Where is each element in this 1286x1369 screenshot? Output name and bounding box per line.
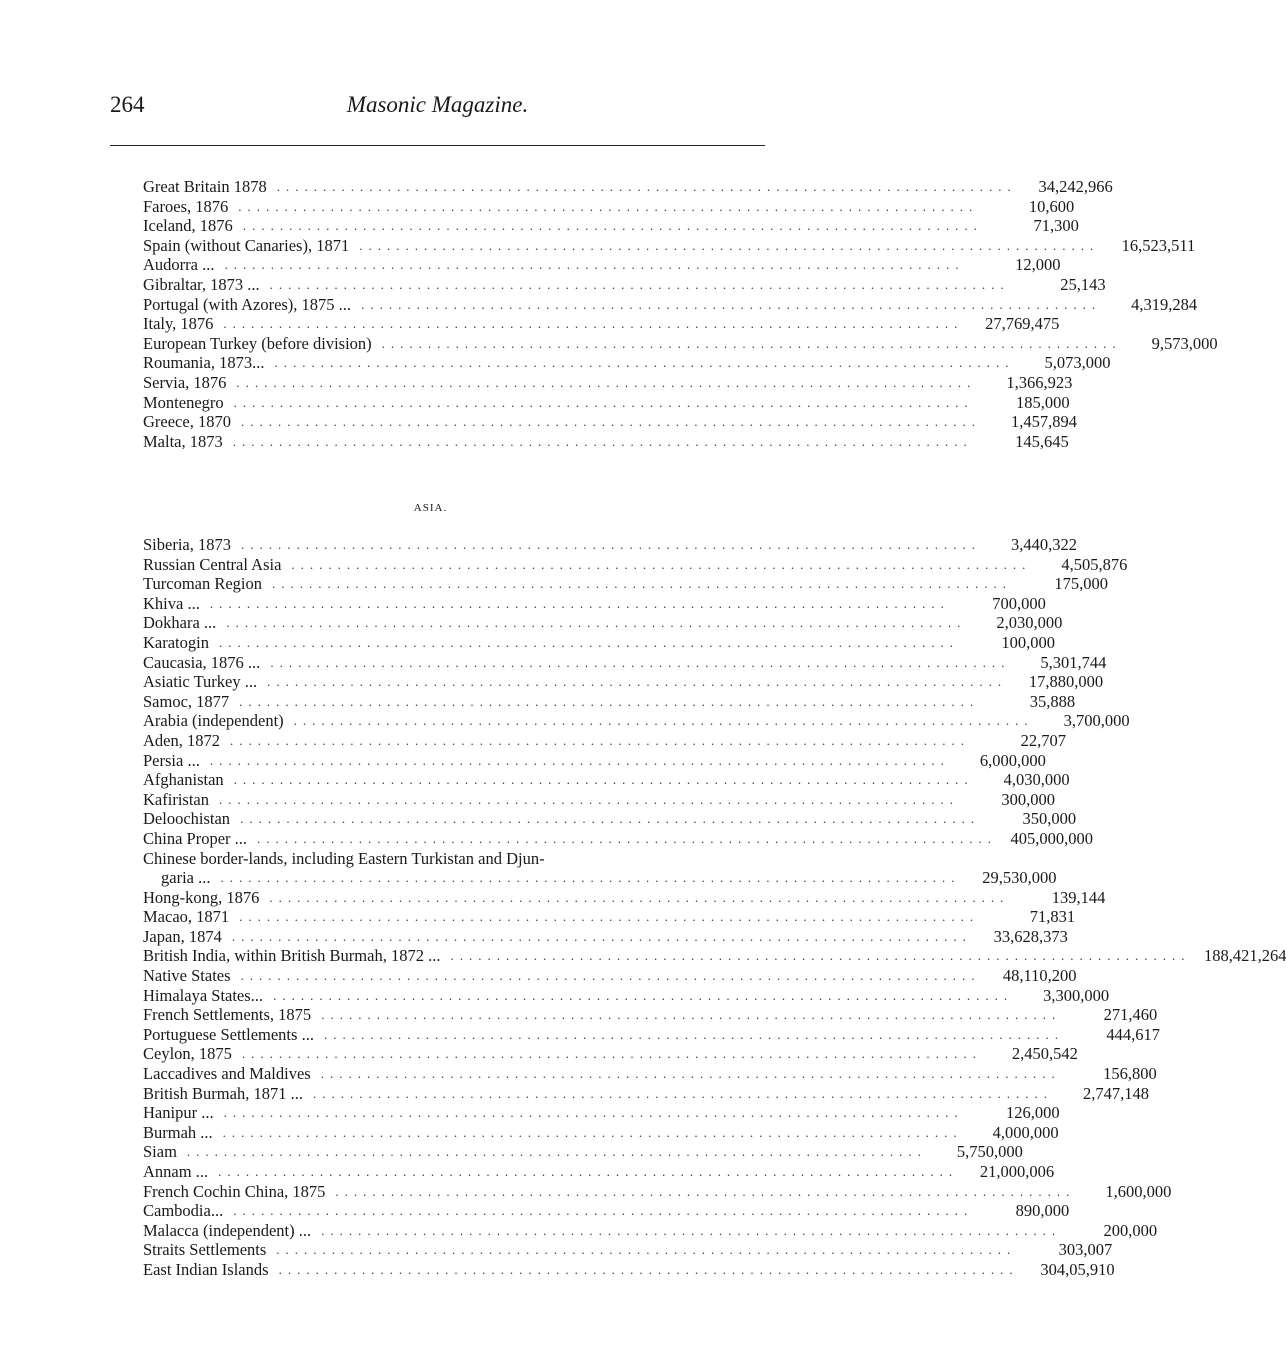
leader-dots: ................................................................................ — [381, 335, 1122, 351]
table-row — [143, 711, 1130, 731]
leader-dots: ................................................................................ — [223, 1105, 964, 1121]
table-row — [143, 412, 1077, 432]
region-name: Gibraltar, 1873 ... — [143, 274, 260, 294]
region-name: garia ... — [161, 868, 211, 888]
leader-dots: ................................................................................ — [209, 752, 950, 768]
region-name: Siberia, 1873 — [143, 535, 231, 554]
region-name: Macao, 1871 — [143, 907, 230, 927]
europe-population-list — [143, 177, 1218, 451]
table-row — [143, 789, 1055, 810]
table-row — [143, 593, 1046, 614]
region-name: Laccadives and Maldives — [143, 1064, 311, 1084]
population-value: 5,750,000 — [956, 1142, 1023, 1162]
region-name: Malta, 1873 — [143, 431, 223, 451]
table-row — [143, 632, 1055, 653]
leader-dots: ................................................................................ — [186, 1144, 927, 1160]
table-row — [143, 1142, 1023, 1162]
leader-dots: ................................................................................ — [272, 576, 1013, 592]
leader-dots: ................................................................................ — [220, 870, 961, 886]
population-value: 4,030,000 — [1003, 770, 1070, 790]
table-row — [143, 1024, 1160, 1045]
table-row — [143, 1005, 1158, 1025]
region-name: Samoc, 1877 — [143, 691, 230, 711]
leader-dots: ................................................................................ — [242, 218, 983, 234]
population-value: 1,600,000 — [1105, 1181, 1172, 1201]
table-row — [143, 431, 1069, 452]
population-value: 145,645 — [1015, 431, 1069, 451]
population-value: 5,301,744 — [1040, 652, 1107, 672]
table-row — [143, 392, 1070, 413]
region-name: Great Britain 1878 — [143, 177, 267, 196]
table-row — [143, 1083, 1149, 1104]
population-value: 21,000,006 — [979, 1162, 1055, 1181]
table-row — [143, 535, 1077, 555]
table-row — [143, 372, 1073, 393]
region-name: Chinese border-lands, including Eastern Turkistan and Djun- — [143, 848, 545, 868]
table-row — [143, 574, 1109, 594]
leader-dots: ................................................................................ — [223, 316, 964, 332]
region-name: Faroes, 1876 — [143, 196, 229, 216]
region-name: Portuguese Settlements ... — [143, 1024, 314, 1044]
leader-dots: ................................................................................ — [224, 257, 965, 273]
region-name: Asiatic Turkey ... — [143, 672, 258, 692]
leader-dots: ................................................................................ — [450, 948, 1191, 964]
region-name: Native States — [143, 966, 231, 986]
region-name: Burmah ... — [143, 1122, 213, 1142]
population-value: 5,073,000 — [1044, 353, 1111, 373]
leader-dots: ................................................................................ — [230, 732, 970, 748]
table-row — [143, 1201, 1070, 1221]
population-value: 35,888 — [1029, 691, 1076, 711]
region-name: Malacca (independent) ... — [143, 1220, 312, 1240]
leader-dots: ................................................................................ — [269, 889, 1010, 905]
region-name: Turcoman Region — [143, 574, 263, 594]
population-value: 71,300 — [1033, 216, 1079, 236]
population-value: 350,000 — [1022, 809, 1077, 829]
leader-dots: ................................................................................ — [293, 713, 1034, 729]
table-row — [143, 1162, 1055, 1182]
leader-dots: ................................................................................ — [269, 276, 1010, 292]
table-row — [143, 235, 1196, 256]
population-value: 1,366,923 — [1006, 372, 1073, 392]
population-value: 34,242,966 — [1038, 177, 1113, 196]
population-value: 303,007 — [1058, 1240, 1113, 1260]
header-rule — [110, 145, 765, 146]
leader-dots: ................................................................................ — [241, 1046, 982, 1062]
population-value: 25,143 — [1060, 274, 1106, 294]
region-name: Cambodia... — [143, 1201, 224, 1221]
table-row — [143, 1259, 1115, 1280]
table-row — [143, 255, 1061, 275]
region-name: Audorra ... — [143, 255, 215, 275]
population-value: 2,747,148 — [1082, 1083, 1149, 1103]
region-name: Russian Central Asia — [143, 554, 282, 574]
table-row — [143, 750, 1046, 771]
region-name: French Cochin China, 1875 — [143, 1181, 326, 1201]
table-row — [143, 849, 733, 869]
population-value: 890,000 — [1015, 1201, 1070, 1221]
leader-dots: ................................................................................ — [226, 615, 967, 631]
leader-dots: ................................................................................ — [321, 1007, 1062, 1023]
region-name: Siam — [143, 1142, 177, 1162]
region-name: French Settlements, 1875 — [143, 1005, 312, 1025]
region-name: Straits Settlements — [143, 1240, 267, 1260]
population-value: 444,617 — [1106, 1024, 1160, 1044]
population-value: 2,450,542 — [1011, 1044, 1078, 1064]
region-name: Persia ... — [143, 750, 200, 770]
region-name: Dokhara ... — [143, 613, 217, 633]
leader-dots: ................................................................................ — [232, 433, 973, 449]
population-value: 33,628,373 — [993, 926, 1068, 946]
population-value: 22,707 — [1020, 730, 1066, 750]
region-name: Montenegro — [143, 392, 224, 412]
table-row — [143, 294, 1198, 315]
table-row — [143, 907, 1076, 927]
population-value: 4,505,876 — [1061, 554, 1128, 574]
leader-dots: ................................................................................ — [222, 1124, 963, 1140]
region-name: Arabia (independent) — [143, 711, 284, 731]
population-value: 4,319,284 — [1131, 294, 1198, 314]
population-value: 700,000 — [992, 593, 1046, 613]
leader-dots: ................................................................................ — [218, 1164, 959, 1179]
leader-dots: ................................................................................ — [321, 1222, 1062, 1238]
leader-dots: ................................................................................ — [233, 772, 974, 788]
region-name: Afghanistan — [143, 770, 224, 790]
leader-dots: ................................................................................ — [218, 634, 959, 650]
table-row — [143, 554, 1128, 575]
region-name: East Indian Islands — [143, 1259, 269, 1279]
leader-dots: ................................................................................ — [240, 414, 981, 430]
leader-dots: ................................................................................ — [335, 1183, 1076, 1199]
population-value: 29,530,000 — [982, 868, 1057, 888]
population-value: 16,523,511 — [1121, 235, 1196, 255]
region-name: Kafiristan — [143, 789, 209, 809]
population-value: 3,300,000 — [1043, 985, 1110, 1005]
population-value: 10,600 — [1028, 196, 1075, 216]
leader-dots: ................................................................................ — [239, 693, 980, 709]
table-row — [143, 1122, 1059, 1143]
leader-dots: ................................................................................ — [257, 830, 998, 846]
region-name: Hanipur ... — [143, 1103, 214, 1123]
population-value: 12,000 — [1015, 255, 1061, 275]
region-name: Spain (without Canaries), 1871 — [143, 235, 350, 255]
table-row — [143, 274, 1106, 295]
leader-dots: ................................................................................ — [276, 1242, 1017, 1258]
region-name: Annam ... — [143, 1162, 209, 1181]
leader-dots: ................................................................................ — [278, 1261, 1019, 1277]
region-name: British India, within British Burmah, 1872 ... — [143, 946, 441, 966]
table-row — [143, 691, 1076, 712]
leader-dots: ................................................................................ — [241, 537, 981, 552]
region-name: Aden, 1872 — [143, 730, 220, 750]
population-value: 3,440,322 — [1011, 535, 1077, 554]
region-name: Hong-kong, 1876 — [143, 887, 260, 907]
leader-dots: ................................................................................ — [233, 1203, 974, 1219]
leader-dots: ................................................................................ — [312, 1085, 1053, 1101]
page-header — [110, 92, 765, 126]
leader-dots: ................................................................................ — [236, 374, 977, 390]
table-row — [143, 353, 1111, 373]
table-row — [143, 946, 1286, 966]
region-name: Japan, 1874 — [143, 926, 222, 946]
population-value: 271,460 — [1103, 1005, 1158, 1025]
leader-dots: ................................................................................ — [359, 237, 1100, 253]
table-row — [143, 613, 1063, 633]
region-name: Italy, 1876 — [143, 314, 214, 334]
population-value: 17,880,000 — [1028, 672, 1104, 692]
population-value: 6,000,000 — [979, 750, 1046, 770]
table-row — [143, 770, 1070, 790]
running-title: Masonic Magazine. — [346, 92, 529, 117]
region-name: European Turkey (before division) — [143, 333, 372, 353]
table-row — [143, 1181, 1172, 1202]
region-name: Ceylon, 1875 — [143, 1044, 232, 1064]
leader-dots: ................................................................................ — [276, 179, 1017, 194]
leader-dots: ................................................................................ — [240, 968, 981, 984]
region-name: China Proper ... — [143, 828, 248, 848]
population-value: 27,769,475 — [985, 314, 1060, 334]
population-value: 100,000 — [1001, 632, 1055, 652]
population-value: 1,457,894 — [1010, 412, 1077, 432]
region-name: Deloochistan — [143, 809, 231, 829]
population-value: 9,573,000 — [1151, 333, 1218, 353]
table-row — [143, 177, 1113, 197]
table-row — [143, 887, 1106, 908]
population-value: 126,000 — [1005, 1103, 1060, 1123]
leader-dots: ................................................................................ — [361, 296, 1102, 312]
leader-dots: ................................................................................ — [239, 909, 980, 925]
leader-dots: ................................................................................ — [323, 1026, 1064, 1042]
population-value: 175,000 — [1054, 574, 1109, 594]
region-name: Iceland, 1876 — [143, 216, 233, 236]
table-row — [143, 196, 1075, 217]
leader-dots: ................................................................................ — [231, 928, 972, 944]
leader-dots: ................................................................................ — [291, 556, 1032, 572]
population-value: 139,144 — [1051, 887, 1106, 907]
population-value: 2,030,000 — [996, 613, 1063, 633]
region-name: Himalaya States... — [143, 985, 264, 1005]
population-value: 200,000 — [1103, 1220, 1158, 1240]
table-row — [143, 333, 1218, 354]
population-value: 185,000 — [1016, 392, 1070, 412]
leader-dots: ................................................................................ — [209, 595, 950, 611]
table-row — [143, 966, 1077, 986]
table-row — [143, 652, 1107, 673]
leader-dots: ................................................................................ — [273, 987, 1014, 1003]
leader-dots: ................................................................................ — [267, 674, 1008, 690]
leader-dots: ................................................................................ — [270, 654, 1011, 670]
population-value: 4,000,000 — [992, 1122, 1059, 1142]
population-value: 300,000 — [1001, 789, 1055, 809]
table-row — [143, 1240, 1113, 1260]
population-value: 156,800 — [1103, 1064, 1157, 1084]
leader-dots: ................................................................................ — [240, 811, 981, 827]
region-name: Servia, 1876 — [143, 372, 227, 392]
population-value: 71,831 — [1029, 907, 1076, 927]
region-name: Caucasia, 1876 ... — [143, 652, 261, 672]
population-value: 304,05,910 — [1040, 1259, 1115, 1279]
asia-population-list — [143, 535, 1286, 1280]
table-row — [143, 1064, 1157, 1084]
table-row — [143, 926, 1068, 947]
table-row — [143, 868, 1057, 888]
population-value: 405,000,000 — [1010, 828, 1094, 848]
region-name: Portugal (with Azores), 1875 ... — [143, 294, 352, 314]
table-row — [143, 1220, 1158, 1241]
table-row — [143, 1103, 1060, 1123]
region-name: Greece, 1870 — [143, 412, 231, 432]
page-number: 264 — [110, 92, 145, 117]
table-row — [143, 216, 1079, 236]
leader-dots: ................................................................................ — [274, 355, 1015, 371]
region-name: Khiva ... — [143, 593, 200, 613]
table-row — [143, 730, 1066, 751]
region-name: Roumania, 1873... — [143, 353, 265, 373]
population-value: 3,700,000 — [1063, 711, 1130, 731]
leader-dots: ................................................................................ — [238, 198, 979, 214]
table-row — [143, 1044, 1078, 1064]
table-row — [143, 985, 1110, 1006]
table-row — [143, 314, 1060, 334]
table-row — [143, 672, 1104, 692]
population-value: 48,110,200 — [1002, 966, 1077, 986]
leader-dots: ................................................................................ — [233, 394, 974, 410]
table-row — [143, 809, 1077, 829]
leader-dots: ................................................................................ — [320, 1066, 1061, 1082]
leader-dots: ................................................................................ — [218, 791, 959, 807]
asia-heading: ASIA. — [413, 502, 448, 514]
region-name: British Burmah, 1871 ... — [143, 1083, 303, 1103]
region-name: Karatogin — [143, 632, 209, 652]
table-row — [143, 828, 1094, 849]
population-value: 188,421,264 — [1203, 946, 1286, 966]
